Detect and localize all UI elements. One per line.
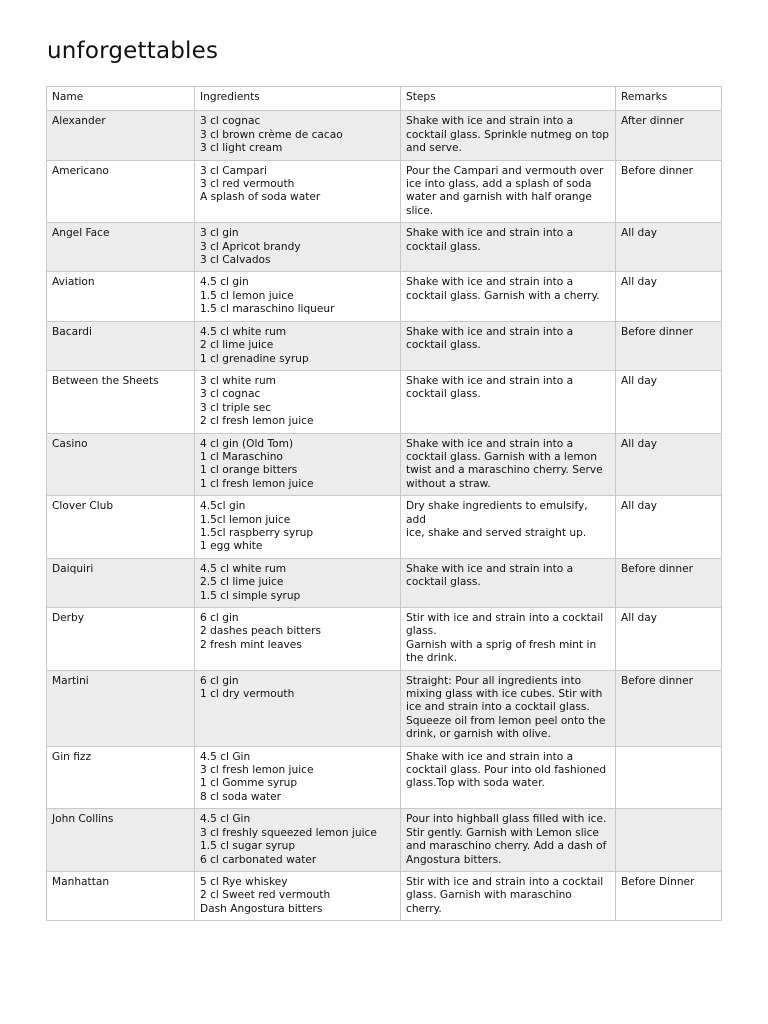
cell-remarks [616, 809, 722, 872]
cell-remarks: Before dinner [616, 321, 722, 370]
cell-steps: Shake with ice and strain into a cocktail glass. [401, 223, 616, 272]
cell-ingredients: 3 cl Campari 3 cl red vermouth A splash of soda water [195, 160, 401, 223]
table-row [47, 272, 722, 321]
cell-steps: Shake with ice and strain into a cocktail glass. Garnish with a lemon twist and a maraschino cherry. Serve without a straw. [401, 433, 616, 496]
table-row [47, 370, 722, 433]
cell-ingredients: 4.5 cl Gin 3 cl fresh lemon juice 1 cl Gomme syrup 8 cl soda water [195, 746, 401, 809]
cell-name: Clover Club [47, 496, 195, 559]
cell-steps: Shake with ice and strain into a cocktail glass. Sprinkle nutmeg on top and serve. [401, 111, 616, 160]
table-row [47, 111, 722, 160]
table-row [47, 670, 722, 746]
table-row [47, 558, 722, 607]
cell-steps: Shake with ice and strain into a cocktail glass. [401, 321, 616, 370]
cell-ingredients: 6 cl gin 2 dashes peach bitters 2 fresh mint leaves [195, 608, 401, 671]
cell-remarks: All day [616, 370, 722, 433]
cell-remarks: Before dinner [616, 558, 722, 607]
cell-remarks [616, 746, 722, 809]
cell-remarks: All day [616, 272, 722, 321]
cell-steps: Shake with ice and strain into a cocktail glass. Pour into old fashioned glass.Top with soda water. [401, 746, 616, 809]
cell-name: Angel Face [47, 223, 195, 272]
cell-remarks: All day [616, 496, 722, 559]
cell-name: Gin fizz [47, 746, 195, 809]
cell-name: Americano [47, 160, 195, 223]
cell-steps: Dry shake ingredients to emulsify, add ice, shake and served straight up. [401, 496, 616, 559]
table-row [47, 433, 722, 496]
cell-name: Casino [47, 433, 195, 496]
cell-ingredients: 3 cl cognac 3 cl brown crème de cacao 3 cl light cream [195, 111, 401, 160]
cell-steps: Straight: Pour all ingredients into mixing glass with ice cubes. Stir with ice and strain into a cocktail glass. Squeeze oil from lemon peel onto the drink, or garnish with olive. [401, 670, 616, 746]
cell-steps: Stir with ice and strain into a cocktail glass. Garnish with maraschino cherry. [401, 871, 616, 920]
table-row [47, 160, 722, 223]
table-row [47, 871, 722, 920]
cell-ingredients: 4.5 cl Gin 3 cl freshly squeezed lemon juice 1.5 cl sugar syrup 6 cl carbonated water [195, 809, 401, 872]
header-ingredients: Ingredients [195, 87, 401, 111]
table-row [47, 608, 722, 671]
cell-ingredients: 4.5 cl white rum 2 cl lime juice 1 cl grenadine syrup [195, 321, 401, 370]
table-row [47, 496, 722, 559]
cell-remarks: All day [616, 223, 722, 272]
table-row [47, 321, 722, 370]
cell-name: Derby [47, 608, 195, 671]
page-title: unforgettables [47, 38, 219, 64]
cell-name: Aviation [47, 272, 195, 321]
cell-remarks: Before Dinner [616, 871, 722, 920]
cell-name: Martini [47, 670, 195, 746]
cell-ingredients: 6 cl gin 1 cl dry vermouth [195, 670, 401, 746]
cell-ingredients: 4.5 cl gin 1.5 cl lemon juice 1.5 cl maraschino liqueur [195, 272, 401, 321]
cell-steps: Shake with ice and strain into a cocktail glass. Garnish with a cherry. [401, 272, 616, 321]
cell-remarks: Before dinner [616, 670, 722, 746]
table-row [47, 746, 722, 809]
cell-remarks: Before dinner [616, 160, 722, 223]
cell-ingredients: 4.5cl gin 1.5cl lemon juice 1.5cl raspberry syrup 1 egg white [195, 496, 401, 559]
cell-ingredients: 4.5 cl white rum 2.5 cl lime juice 1.5 cl simple syrup [195, 558, 401, 607]
cell-name: John Collins [47, 809, 195, 872]
cell-steps: Stir with ice and strain into a cocktail glass. Garnish with a sprig of fresh mint in the drink. [401, 608, 616, 671]
cell-name: Daiquiri [47, 558, 195, 607]
cell-name: Manhattan [47, 871, 195, 920]
table-row [47, 809, 722, 872]
header-remarks: Remarks [616, 87, 722, 111]
cell-steps: Pour into highball glass filled with ice. Stir gently. Garnish with Lemon slice and maraschino cherry. Add a dash of Angostura bitters. [401, 809, 616, 872]
cell-ingredients: 4 cl gin (Old Tom) 1 cl Maraschino 1 cl orange bitters 1 cl fresh lemon juice [195, 433, 401, 496]
cell-remarks: All day [616, 433, 722, 496]
cell-steps: Shake with ice and strain into a cocktail glass. [401, 558, 616, 607]
cell-steps: Shake with ice and strain into a cocktail glass. [401, 370, 616, 433]
header-steps: Steps [401, 87, 616, 111]
cell-name: Bacardi [47, 321, 195, 370]
cell-ingredients: 5 cl Rye whiskey 2 cl Sweet red vermouth Dash Angostura bitters [195, 871, 401, 920]
cocktail-table [46, 86, 722, 921]
table-header-row [47, 87, 722, 111]
header-name: Name [47, 87, 195, 111]
cell-remarks: All day [616, 608, 722, 671]
cell-name: Between the Sheets [47, 370, 195, 433]
table-row [47, 223, 722, 272]
cell-name: Alexander [47, 111, 195, 160]
cell-steps: Pour the Campari and vermouth over ice into glass, add a splash of soda water and garnish with half orange slice. [401, 160, 616, 223]
cell-remarks: After dinner [616, 111, 722, 160]
cell-ingredients: 3 cl gin 3 cl Apricot brandy 3 cl Calvados [195, 223, 401, 272]
cell-ingredients: 3 cl white rum 3 cl cognac 3 cl triple sec 2 cl fresh lemon juice [195, 370, 401, 433]
